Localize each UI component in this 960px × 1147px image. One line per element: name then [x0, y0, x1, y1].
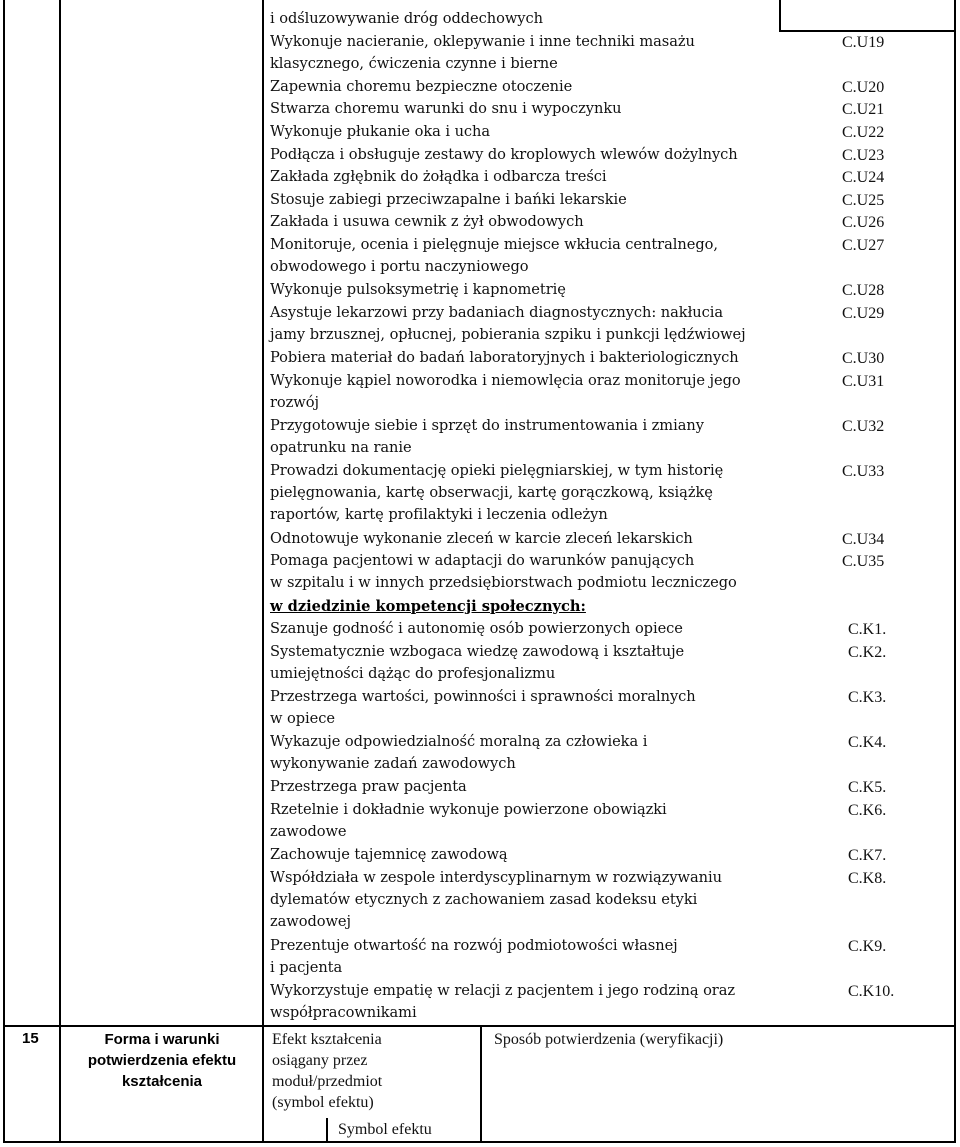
outcome-code: C.K2. [848, 643, 887, 661]
outcome-text [270, 98, 830, 120]
outcome-code: C.U33 [842, 463, 885, 480]
outcome-code: C.U28 [842, 282, 885, 300]
outcome-text [270, 867, 830, 933]
border-symbol [326, 1118, 328, 1143]
outcome-line: Prezentuje otwartość na rozwój podmiotowości własnej [270, 936, 678, 954]
outcome-text [270, 550, 830, 594]
section-heading: w dziedzinie kompetencji społecznych: [270, 597, 586, 615]
outcome-line: współpracownikami [270, 1003, 417, 1021]
outcome-text [270, 121, 830, 143]
border-section15 [3, 1025, 955, 1027]
outcome-line: Zapewnia choremu bezpieczne otoczenie [270, 77, 573, 95]
outcome-code: C.U25 [842, 191, 885, 209]
outcome-line: Systematycznie wzbogaca wiedzę zawodową i kształtuje [270, 642, 685, 660]
outcome-line: Zakłada i usuwa cewnik z żył obwodowych [270, 213, 584, 231]
outcome-line: pielęgnowania, kartę obserwacji, kartę gorączkową, książkę [270, 484, 713, 501]
outcome-line: Przestrzega wartości, powinności i sprawności moralnych [270, 688, 696, 705]
outcome-line: Asystuje lekarzowi przy badaniach diagnostycznych: nakłucia [270, 303, 724, 321]
outcome-line: zawodowej [270, 912, 351, 930]
section-title: Forma i warunki potwierdzenia efektu kształcenia [87, 1031, 237, 1090]
outcome-text [270, 641, 830, 685]
border-col2 [262, 0, 264, 1143]
outcome-line: Wykonuje pulsoksymetrię i kapnometrię [270, 281, 566, 299]
outcome-line: Wykonuje płukanie oka i ucha [270, 123, 491, 140]
outcome-text [270, 8, 830, 30]
border-col1 [59, 0, 61, 1143]
outcome-line: Zakłada zgłębnik do żołądka i odbarcza treści [270, 168, 607, 186]
outcome-text [270, 31, 830, 75]
outcome-line: zawodowe [270, 823, 347, 840]
outcome-line: dylematów etycznych z zachowaniem zasad kodeksu etyki [270, 890, 698, 908]
outcome-line: Rzetelnie i dokładnie wykonuje powierzone obowiązki [270, 801, 667, 818]
outcome-code: C.U35 [842, 553, 885, 571]
outcome-line: w szpitalu i w innych przedsiębiorstwach podmiotu leczniczego [270, 574, 737, 592]
outcome-text [270, 731, 830, 775]
outcome-line: w opiece [270, 710, 335, 727]
verification-label: Sposób potwierdzenia (weryfikacji) [494, 1031, 724, 1048]
outcome-text [270, 234, 830, 278]
outcome-line: Przygotowuje siebie i sprzęt do instrumentowania i zmiany [270, 416, 704, 434]
border-bottom [3, 1141, 955, 1143]
outcome-code: C.U22 [842, 124, 885, 141]
outcome-text [270, 980, 830, 1024]
outcome-code: C.K10. [848, 982, 895, 1000]
outcome-text [270, 144, 830, 166]
outcome-text [270, 189, 830, 211]
outcome-code: C.U34 [842, 530, 885, 548]
outcome-code: C.K7. [848, 847, 887, 865]
outcome-text [270, 347, 830, 369]
outcome-line: Wykazuje odpowiedzialność moralną za człowieka i [270, 733, 648, 751]
outcome-line: Odnotowuje wykonanie zleceń w karcie zleceń lekarskich [270, 529, 693, 547]
outcome-line: jamy brzusznej, opłucnej, pobierania szpiku i punkcji lędźwiowej [270, 325, 746, 343]
outcome-code: C.U26 [842, 214, 885, 232]
outcome-text [270, 460, 830, 526]
outcome-line: Stwarza choremu warunki do snu i wypoczynku [270, 100, 622, 118]
border-left [3, 0, 5, 1143]
outcome-code: C.U30 [842, 350, 885, 367]
outcome-line: wykonywanie zadań zawodowych [270, 755, 516, 773]
outcome-line: Pomaga pacjentowi w adaptacji do warunków panujących [270, 552, 695, 570]
outcome-code: C.U20 [842, 78, 885, 96]
outcome-text [270, 528, 830, 550]
outcome-text [270, 844, 830, 866]
outcome-text [270, 302, 830, 346]
outcome-text [270, 686, 830, 730]
section-number: 15 [22, 1030, 39, 1047]
outcome-line: Szanuje godność i autonomię osób powierzonych opiece [270, 620, 683, 638]
outcome-line: Pobiera materiał do badań laboratoryjnych i bakteriologicznych [270, 349, 739, 366]
outcome-line: umiejętności dążąc do profesjonalizmu [270, 664, 556, 682]
outcome-code: C.K3. [848, 689, 887, 706]
outcome-code: C.U24 [842, 169, 885, 187]
outcome-line: rozwój [270, 393, 319, 411]
outcome-line: Współdziała w zespole interdyscyplinarnym w rozwiązywaniu [270, 868, 722, 886]
outcome-line: Przestrzega praw pacjenta [270, 778, 467, 796]
outcome-line: klasycznego, ćwiczenia czynne i bierne [270, 54, 558, 72]
outcome-line: Stosuje zabiegi przeciwzapalne i bańki lekarskie [270, 190, 627, 208]
border-right [954, 0, 956, 1143]
border-col-effect [480, 1026, 482, 1143]
outcome-code: C.K6. [848, 802, 887, 819]
outcome-code: C.K9. [848, 937, 887, 955]
outcome-code: C.U31 [842, 372, 885, 390]
outcome-line: i odśluzowywanie dróg oddechowych [270, 10, 543, 27]
outcome-line: Zachowuje tajemnicę zawodową [270, 846, 508, 864]
outcome-line: Wykorzystuje empatię w relacji z pacjentem i jego rodziną oraz [270, 981, 736, 999]
outcome-line: opatrunku na ranie [270, 438, 412, 456]
outcome-code: C.U32 [842, 417, 885, 435]
outcome-code: C.U29 [842, 304, 885, 322]
outcome-code: C.K4. [848, 734, 887, 752]
outcome-line: obwodowego i portu naczyniowego [270, 258, 529, 275]
outcome-text [270, 370, 830, 414]
outcome-code: C.K1. [848, 621, 887, 639]
outcome-line: Prowadzi dokumentację opieki pielęgniarskiej, w tym historię [270, 462, 724, 479]
outcome-line: Monitoruje, ocenia i pielęgnuje miejsce wkłucia centralnego, [270, 236, 718, 253]
outcome-line: Podłącza i obsługuje zestawy do kroplowych wlewów dożylnych [270, 145, 738, 163]
symbol-label: Symbol efektu [338, 1121, 432, 1138]
outcome-code: C.U23 [842, 146, 885, 164]
outcome-line: raportów, kartę profilaktyki i leczenia odleżyn [270, 506, 608, 523]
outcome-text [270, 776, 830, 798]
outcome-code: C.U19 [842, 33, 885, 51]
outcome-line: Wykonuje kąpiel noworodka i niemowlęcia oraz monitoruje jego [270, 371, 741, 389]
outcome-code: C.U21 [842, 101, 885, 119]
outcome-code: C.K8. [848, 869, 887, 887]
outcome-code: C.K5. [848, 779, 887, 797]
effect-label: Efekt kształcenia osiągany przez moduł/przedmiot (symbol efektu) [272, 1031, 383, 1111]
outcome-line: Wykonuje nacieranie, oklepywanie i inne techniki masażu [270, 32, 695, 50]
outcome-line: i pacjenta [270, 958, 343, 976]
outcome-text [270, 166, 830, 188]
outcome-text [270, 415, 830, 459]
outcome-text [270, 935, 830, 979]
outcome-text [270, 76, 830, 98]
outcome-text [270, 618, 830, 640]
outcome-code: C.U27 [842, 237, 885, 254]
outcome-text [270, 799, 830, 843]
outcome-text [270, 211, 830, 233]
outcome-text [270, 279, 830, 301]
